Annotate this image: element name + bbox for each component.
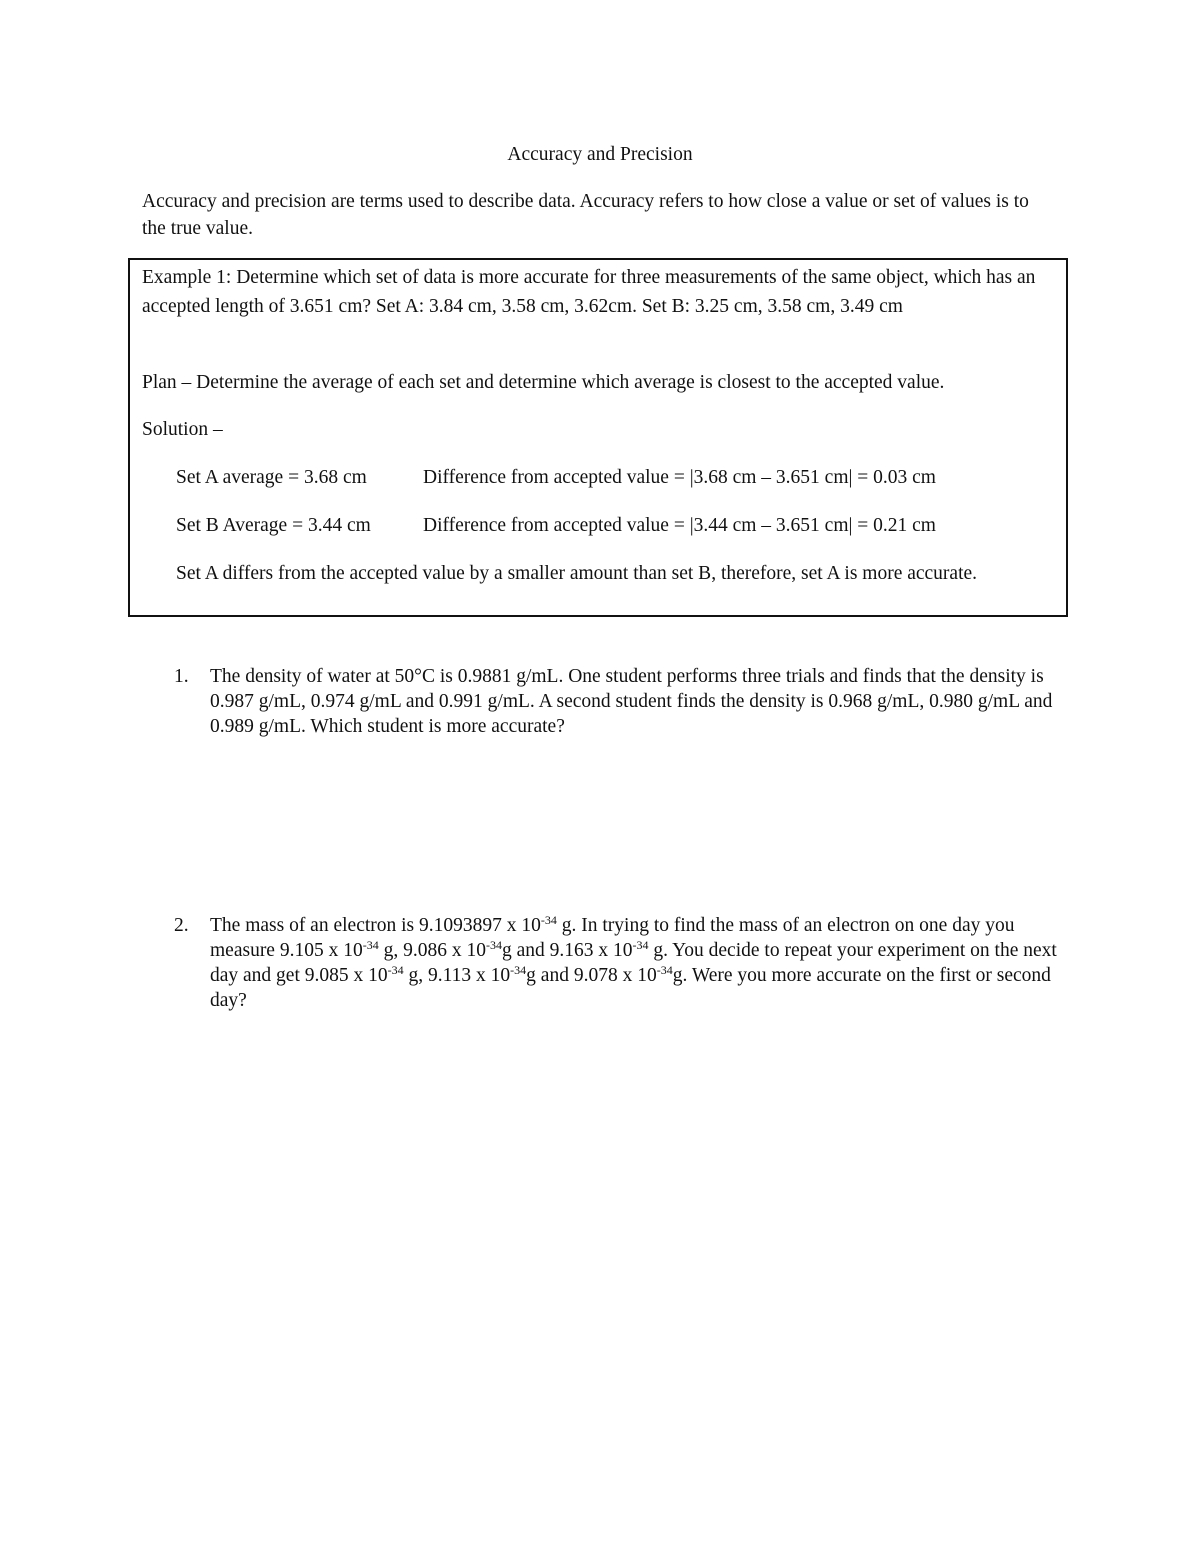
- example-solution-label: Solution –: [142, 419, 223, 440]
- example-conclusion: Set A differs from the accepted value by a smaller amount than set B, therefore, set A is more accurate.: [176, 563, 978, 584]
- exponent: -34: [540, 913, 557, 927]
- set-b-row: [176, 512, 936, 540]
- intro-paragraph: Accuracy and precision are terms used to describe data. Accuracy refers to how close a value or set of values is to the true value.: [142, 191, 1029, 239]
- set-b-average: Set B Average = 3.44 cm: [176, 515, 371, 536]
- example-box: [128, 258, 1068, 617]
- set-a-average: Set A average = 3.68 cm: [176, 467, 367, 488]
- example-problem: Example 1: Determine which set of data is more accurate for three measurements of the same object, which has an accepted length of 3.651 cm? Set A: 3.84 cm, 3.58 cm, 3.62cm. Set B: 3.25 cm, 3.58 cm, 3.49 cm: [142, 267, 1036, 317]
- exponent: -34: [656, 963, 673, 977]
- question-2: [174, 913, 1060, 1013]
- exponent: -34: [485, 938, 502, 952]
- exponent: -34: [632, 938, 649, 952]
- set-a-difference: Difference from accepted value = |3.68 cm – 3.651 cm| = 0.03 cm: [423, 467, 936, 488]
- question-number: 2.: [174, 915, 189, 936]
- exponent: -34: [387, 963, 404, 977]
- exponent: -34: [362, 938, 379, 952]
- question-1: [174, 664, 1060, 739]
- set-b-difference: Difference from accepted value = |3.44 cm – 3.651 cm| = 0.21 cm: [423, 515, 936, 536]
- question-text: The mass of an electron is 9.1093897 x $10^{-34}$ g. In trying to find the mass of an electron on one day you measure 9.105 x $10^{-34}$ g, 9.086 x $10^{-34}g$ and 9.163 x $10^{-34}$ g. You decide to repeat your experiment on the next day and get 9.085 x $10^{-34}$ g, 9.113 x $10^{-34}g$ and 9.078 x $10^{-34}g$. Were you more accurate on the first or second day?: [210, 913, 1057, 1011]
- example-plan: Plan – Determine the average of each set and determine which average is closest to the accepted value.: [142, 372, 945, 393]
- page-title: Accuracy and Precision: [507, 144, 693, 165]
- question-number: 1.: [174, 666, 189, 687]
- set-a-row: [176, 464, 936, 492]
- exponent: -34: [510, 963, 527, 977]
- question-text: The density of water at 50°C is 0.9881 g/mL. One student performs three trials and finds that the density is 0.987 g/mL, 0.974 g/mL and 0.991 g/mL. A second student finds the density is 0.968 g/mL, 0.980 g/mL and 0.989 g/mL. Which student is more accurate?: [210, 666, 1053, 737]
